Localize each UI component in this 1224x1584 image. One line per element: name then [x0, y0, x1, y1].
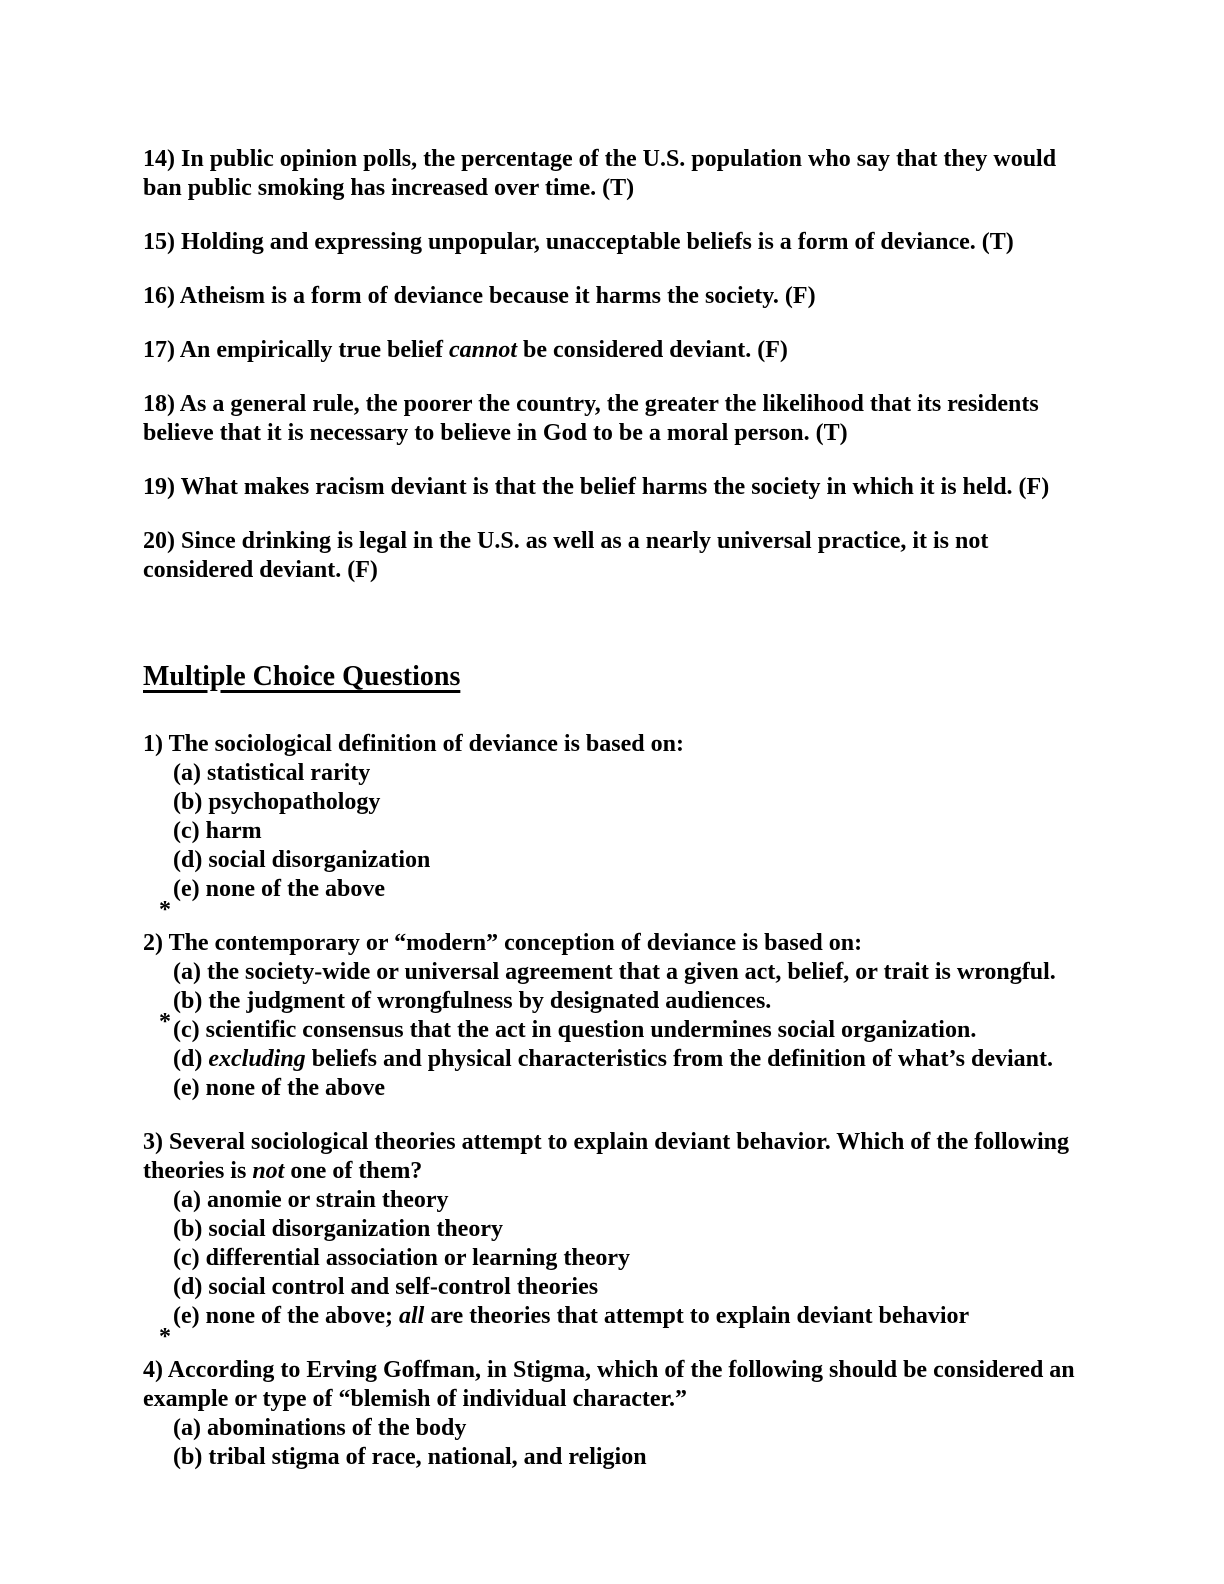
tf-question-14 — [143, 145, 1080, 203]
mc-option-b — [143, 1443, 1080, 1472]
question-number: 1) — [143, 731, 163, 757]
question-text: believe that it is necessary to believe in God to be a moral person. (T) — [143, 420, 848, 446]
question-number: 17) — [143, 337, 175, 363]
mc-option-c — [143, 817, 1080, 846]
mc-option-b — [143, 1215, 1080, 1244]
option-text: (b) social disorganization theory — [173, 1216, 503, 1242]
option-text: (d) — [173, 1046, 209, 1072]
option-text: (a) the society-wide or universal agreement that a given act, belief, or trait is wrongful. — [173, 959, 1056, 985]
option-text: beliefs and physical characteristics from the definition of what’s deviant. — [305, 1046, 1053, 1072]
question-text: one of them? — [284, 1158, 423, 1184]
option-text: (a) abominations of the body — [173, 1415, 467, 1441]
question-text: ban public smoking has increased over time. (T) — [143, 175, 635, 201]
tf-question-19 — [143, 473, 1080, 502]
question-number: 16) — [143, 283, 175, 309]
question-text: theories is — [143, 1158, 253, 1184]
option-text-italic: all — [398, 1303, 425, 1329]
question-text: As a general rule, the poorer the country, the greater the likelihood that its residents — [179, 391, 1039, 417]
option-text: (a) anomie or strain theory — [173, 1187, 449, 1213]
question-line — [143, 174, 1080, 203]
question-number: 14) — [143, 146, 175, 172]
option-text: (d) social disorganization — [173, 847, 431, 873]
question-text: The contemporary or “modern” conception of deviance is based on: — [168, 930, 863, 956]
mc-option-d — [143, 1273, 1080, 1302]
option-text: are theories that attempt to explain deviant behavior — [424, 1303, 970, 1329]
question-text: What makes racism deviant is that the belief harms the society in which it is held. (F) — [180, 474, 1050, 500]
question-text: be considered deviant. (F) — [516, 337, 788, 363]
question-number: 20) — [143, 528, 175, 554]
option-text: (b) the judgment of wrongfulness by designated audiences. — [173, 988, 772, 1014]
question-number: 19) — [143, 474, 175, 500]
question-line — [143, 145, 1080, 174]
mc-option-e — [143, 1074, 1080, 1103]
question-text: Several sociological theories attempt to explain deviant behavior. Which of the following — [169, 1129, 1069, 1155]
question-text: example or type of “blemish of individual character.” — [143, 1386, 687, 1412]
question-line — [143, 730, 1080, 759]
option-text: (e) none of the above — [173, 1075, 385, 1101]
question-number: 18) — [143, 391, 175, 417]
tf-question-16 — [143, 282, 1080, 311]
question-line — [143, 419, 1080, 448]
mc-option-c — [143, 1016, 1080, 1045]
question-line — [143, 336, 1080, 365]
question-line — [143, 1128, 1080, 1157]
option-text: (c) scientific consensus that the act in question undermines social organization. — [173, 1017, 977, 1043]
mc-question-4 — [143, 1356, 1080, 1472]
question-line — [143, 556, 1080, 585]
question-text: Since drinking is legal in the U.S. as well as a nearly universal practice, it is not — [181, 528, 989, 554]
tf-question-18 — [143, 390, 1080, 448]
section-heading: Multiple Choice Questions — [143, 661, 461, 692]
question-text: The sociological definition of deviance is based on: — [168, 731, 684, 757]
question-line — [143, 228, 1080, 257]
question-text-italic: cannot — [448, 337, 517, 363]
question-number: 4) — [143, 1357, 163, 1383]
mc-option-e: * (e) none of the above; all are theories that attempt to explain deviant behavior — [159, 1303, 970, 1350]
mc-question-2 — [143, 929, 1080, 1103]
question-text: Atheism is a form of deviance because it harms the society. (F) — [179, 283, 816, 309]
option-text: (d) social control and self-control theories — [173, 1274, 599, 1300]
mc-question-1 — [143, 730, 1080, 923]
question-line — [143, 473, 1080, 502]
question-line — [143, 1157, 1080, 1186]
question-line — [143, 527, 1080, 556]
question-number: 15) — [143, 229, 175, 255]
question-number: 2) — [143, 930, 163, 956]
question-text: An empirically true belief — [179, 337, 449, 363]
mc-option-a — [143, 759, 1080, 788]
mc-option-d — [143, 846, 1080, 875]
mc-option-b — [143, 788, 1080, 817]
option-text-italic: excluding — [208, 1046, 306, 1072]
option-text: (a) statistical rarity — [173, 760, 371, 786]
mc-question-3 — [143, 1128, 1080, 1350]
option-text: (b) tribal stigma of race, national, and religion — [173, 1444, 647, 1470]
option-text: (c) differential association or learning theory — [173, 1245, 631, 1271]
mc-option-a — [143, 1186, 1080, 1215]
question-number: 3) — [143, 1129, 163, 1155]
tf-question-20 — [143, 527, 1080, 585]
question-text: considered deviant. (F) — [143, 557, 378, 583]
mc-option-e: * (e) none of the above — [159, 876, 385, 923]
mc-option-c — [143, 1244, 1080, 1273]
option-text: (c) harm — [173, 818, 262, 844]
option-text: (e) none of the above; — [173, 1303, 399, 1329]
question-line — [143, 1385, 1080, 1414]
mc-option-d — [143, 1045, 1080, 1074]
question-line — [143, 929, 1080, 958]
tf-question-17 — [143, 336, 1080, 365]
question-line — [143, 1356, 1080, 1385]
mc-option-b: * (b) the judgment of wrongfulness by designated audiences. — [159, 988, 772, 1035]
question-text-italic: not — [252, 1158, 285, 1184]
option-text: (e) none of the above — [173, 876, 385, 902]
mc-option-a — [143, 958, 1080, 987]
question-text: In public opinion polls, the percentage of the U.S. population who say that they would — [181, 146, 1057, 172]
question-text: Holding and expressing unpopular, unacceptable beliefs is a form of deviance. (T) — [181, 229, 1014, 255]
tf-question-15 — [143, 228, 1080, 257]
question-line — [143, 390, 1080, 419]
question-text: According to Erving Goffman, in Stigma, which of the following should be considered an — [167, 1357, 1075, 1383]
question-line — [143, 282, 1080, 311]
mc-option-a — [143, 1414, 1080, 1443]
option-text: (b) psychopathology — [173, 789, 381, 815]
